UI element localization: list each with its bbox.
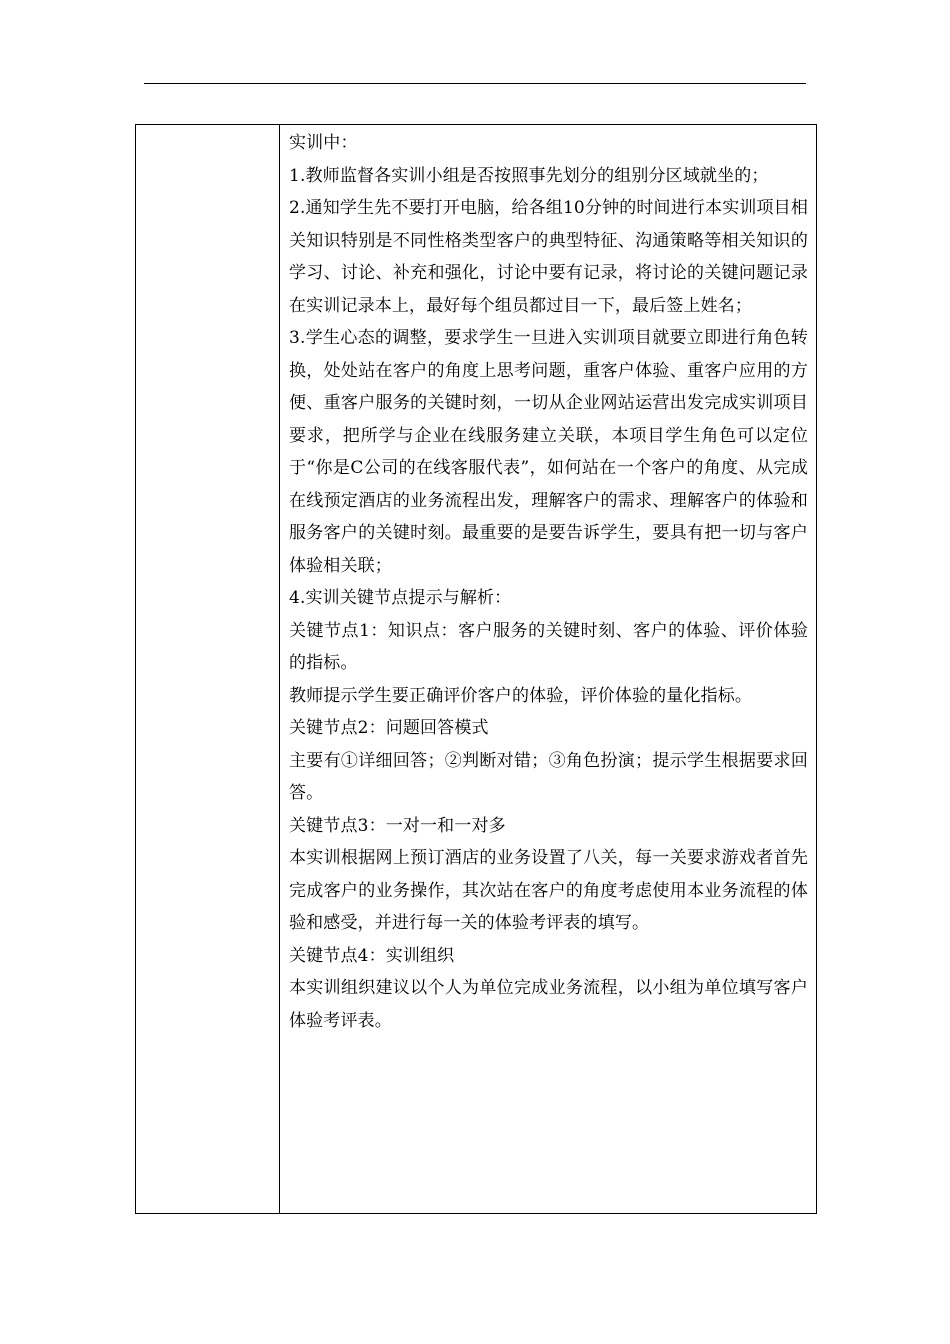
paragraph-key-node-1: 关键节点1：知识点：客户服务的关键时刻、客户的体验、评价体验的指标。 <box>289 620 808 673</box>
table-cell-content <box>280 125 817 1214</box>
paragraph-key-node-2: 关键节点2：问题回答模式 <box>289 718 489 738</box>
paragraph-key-node-3: 关键节点3：一对一和一对多 <box>289 815 506 836</box>
cell-text <box>280 125 816 1037</box>
paragraph-key-node-4-detail: 本实训组织建议以个人为单位完成业务流程，以小组为单位填写客户体验考评表。 <box>289 978 808 1031</box>
paragraph-item-2: 2.通知学生先不要打开电脑，给各组10分钟的时间进行本实训项目相关知识特别是不同性格类型客户的典型特征、沟通策略等相关知识的学习、讨论、补充和强化，讨论中要有记录，将讨论的关键问题记录在实训记录本上，最好每个组员都过目一下，最后签上姓名； <box>289 198 808 316</box>
content-table <box>135 124 817 1214</box>
paragraph-key-node-3-detail: 本实训根据网上预订酒店的业务设置了八关，每一关要求游戏者首先完成客户的业务操作，其次站在客户的角度考虑使用本业务流程的体验和感受，并进行每一关的体验考评表的填写。 <box>289 848 808 933</box>
paragraph-item-1: 1.教师监督各实训小组是否按照事先划分的组别分区域就坐的； <box>289 165 769 186</box>
paragraph-key-node-1-detail: 教师提示学生要正确评价客户的体验，评价体验的量化指标。 <box>289 685 753 706</box>
header-rule <box>144 83 806 84</box>
table-cell-empty <box>136 125 280 1214</box>
paragraph-item-4: 4.实训关键节点提示与解析： <box>289 588 512 608</box>
paragraph-key-node-2-detail: 主要有①详细回答；②判断对错；③角色扮演；提示学生根据要求回答。 <box>289 750 808 803</box>
paragraph-key-node-4: 关键节点4：实训组织 <box>289 945 455 966</box>
table-row <box>136 125 817 1214</box>
paragraph-section-heading: 实训中： <box>289 133 358 153</box>
paragraph-item-3: 3.学生心态的调整，要求学生一旦进入实训项目就要立即进行角色转换，处处站在客户的角度上思考问题，重客户体验、重客户应用的方便、重客户服务的关键时刻，一切从企业网站运营出发完成实训项目要求，把所学与企业在线服务建立关联，本项目学生角色可以定位于“你是C公司的在线客服代表”，如何站在一个客户的角度、从完成在线预定酒店的业务流程出发，理解客户的需求、理解客户的体验和服务客户的关键时刻。最重要的是要告诉学生，要具有把一切与客户体验相关联； <box>289 328 808 576</box>
